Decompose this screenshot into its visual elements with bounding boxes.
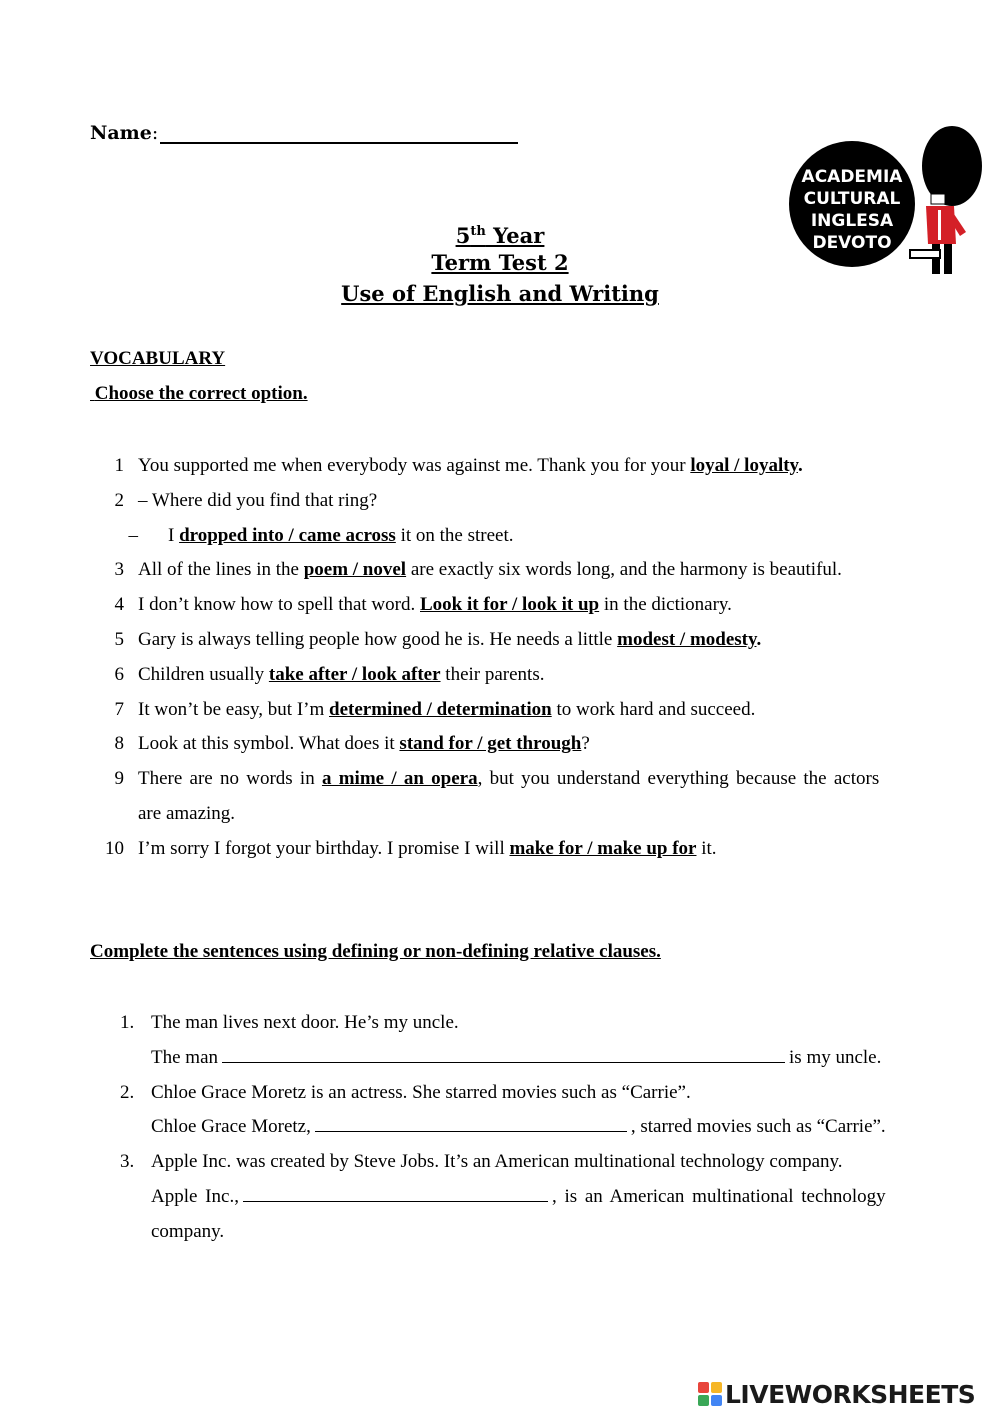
name-colon: : [151, 122, 159, 144]
rewrite-row [0, 1179, 1000, 1214]
answer-options[interactable]: modest / modesty [617, 629, 757, 650]
liveworksheets-brand [698, 1378, 975, 1410]
item-sentence [138, 448, 908, 483]
rewrite-row [0, 1040, 1000, 1075]
sentence-text: Children usually [138, 663, 269, 685]
name-input-line[interactable] [160, 120, 518, 144]
vocabulary-instruction: Choose the correct option. [94, 383, 308, 404]
logo-block [711, 1382, 722, 1393]
sentence-text: in the dictionary. [599, 594, 732, 616]
item-sentence [138, 796, 908, 831]
title-use-of-english: Use of English and Writing [341, 281, 659, 306]
item-number: 2. [120, 1081, 135, 1103]
item-number: 4 [114, 594, 124, 616]
item-sentence [138, 726, 908, 761]
sentence-text: it. [696, 837, 717, 859]
liveworksheets-logo-icon [698, 1382, 722, 1406]
sentence-text: I’m sorry I forgot your birthday. I promise I will [138, 837, 510, 859]
item-sentence [138, 761, 908, 796]
prompt-end: , is an American multinational technology [551, 1186, 886, 1207]
vocabulary-item [0, 761, 1000, 796]
sentence-text: their parents. [440, 663, 545, 685]
logo-block [698, 1395, 709, 1406]
answer-options[interactable]: stand for / get through [399, 733, 582, 755]
source-sentences: Chloe Grace Moretz is an actress. She starred movies such as “Carrie”. [151, 1081, 691, 1103]
item-sentence [138, 831, 908, 866]
sentence-text: are exactly six words long, and the harmony is beautiful. [406, 559, 842, 581]
answer-options[interactable]: take after / look after [268, 663, 441, 685]
answer-blank[interactable] [222, 1040, 785, 1063]
liveworksheets-wordmark: LIVEWORKSHEETS [725, 1379, 976, 1409]
vocabulary-item [0, 448, 1000, 483]
vocabulary-item [0, 552, 1000, 587]
item-number: 1 [114, 455, 124, 476]
item-number: 2 [114, 489, 124, 511]
rewrite-prompt [151, 1040, 908, 1075]
item-sentence [138, 692, 908, 727]
item-number: 10 [105, 837, 124, 859]
item-number: – [128, 524, 138, 546]
rewrite-prompt [151, 1179, 908, 1214]
sentence-text: It won’t be easy, but I’m [138, 698, 330, 720]
item-sentence [168, 518, 938, 553]
answer-options[interactable]: a mime / an opera [321, 768, 478, 790]
sentence-text: I don’t know how to spell that word. [138, 594, 420, 616]
sentence-text: You supported me when everybody was against me. Thank you for your [138, 455, 691, 476]
answer-options[interactable]: determined / determination [329, 698, 552, 720]
rewrite-prompt [151, 1109, 908, 1144]
sentence-text: Gary is always telling people how good he is. He needs a little [138, 629, 618, 650]
logo-line-4: DEVOTO [812, 233, 892, 253]
sentence-text: There are no words in [138, 768, 322, 790]
sentence-text: . [756, 629, 762, 650]
logo-line-1: ACADEMIA [801, 167, 903, 187]
sentence-text: Look at this symbol. What does it [138, 733, 400, 755]
sentence-text: – Where did you find that ring? [138, 489, 378, 511]
relative-item [0, 1075, 1000, 1110]
rewrite-continuation [0, 1214, 1000, 1249]
prompt-end: is my uncle. [789, 1046, 882, 1068]
vocabulary-item [0, 796, 1000, 831]
vocabulary-item [0, 518, 1000, 553]
title-term-test: Term Test 2 [431, 250, 569, 275]
answer-options[interactable]: Look it for / look it up [420, 594, 600, 616]
source-sentences: Apple Inc. was created by Steve Jobs. It’s an American multinational technology company. [151, 1151, 843, 1173]
logo-line-2: CULTURAL [803, 189, 901, 209]
relative-clauses-heading: Complete the sentences using defining or non-defining relative clauses. [90, 941, 661, 962]
answer-options[interactable]: dropped into / came across [179, 524, 396, 546]
answer-blank[interactable] [315, 1109, 627, 1132]
item-number: 3 [114, 559, 124, 581]
item-number: 9 [114, 768, 124, 790]
item-number: 5 [114, 629, 124, 650]
title-year: 5th Year [455, 223, 545, 248]
name-field-row [90, 120, 518, 144]
vocabulary-item [0, 692, 1000, 727]
sentence-text: All of the lines in the [138, 559, 304, 581]
sentence-text: are amazing. [138, 803, 236, 824]
item-number: 1. [120, 1012, 135, 1033]
item-sentence [138, 552, 908, 587]
item-number: 7 [114, 698, 124, 720]
item-number: 3. [120, 1151, 135, 1173]
item-sentence [138, 657, 908, 692]
sentence-text: , but you understand everything because the actors [477, 768, 880, 790]
name-label: Name [90, 122, 152, 144]
item-sentence [138, 622, 908, 657]
vocabulary-item [0, 726, 1000, 761]
vocabulary-item [0, 622, 1000, 657]
item-sentence [138, 483, 908, 518]
rewrite-row [0, 1109, 1000, 1144]
prompt-continuation: company. [151, 1220, 225, 1242]
source-sentences: The man lives next door. He’s my uncle. [151, 1012, 459, 1033]
item-number: 6 [114, 663, 124, 685]
logo-block [698, 1382, 709, 1393]
relative-item [0, 1144, 1000, 1179]
vocabulary-item [0, 587, 1000, 622]
prompt-start: Apple Inc., [151, 1186, 239, 1207]
relative-item [0, 1005, 1000, 1040]
test-titles [0, 216, 1000, 309]
item-number: 8 [114, 733, 124, 755]
vocabulary-item [0, 657, 1000, 692]
item-sentence [138, 587, 908, 622]
sentence-text: ? [581, 733, 590, 755]
answer-options[interactable]: make for / make up for [509, 837, 697, 859]
logo-line-3: INGLESA [810, 211, 894, 231]
answer-blank[interactable] [243, 1179, 548, 1202]
vocabulary-heading: VOCABULARY [90, 348, 226, 369]
sentence-text: . [798, 455, 803, 476]
logo-block [711, 1395, 722, 1406]
vocabulary-item [0, 483, 1000, 518]
prompt-start: The man [151, 1046, 219, 1068]
sentence-text: it on the street. [395, 524, 514, 546]
sentence-text: I [168, 524, 180, 546]
sentence-text: to work hard and succeed. [551, 698, 756, 720]
prompt-start: Chloe Grace Moretz, [151, 1116, 311, 1138]
vocabulary-item [0, 831, 1000, 866]
answer-options[interactable]: poem / novel [303, 559, 407, 581]
prompt-end: , starred movies such as “Carrie”. [630, 1116, 886, 1138]
answer-options[interactable]: loyal / loyalty [690, 455, 799, 476]
